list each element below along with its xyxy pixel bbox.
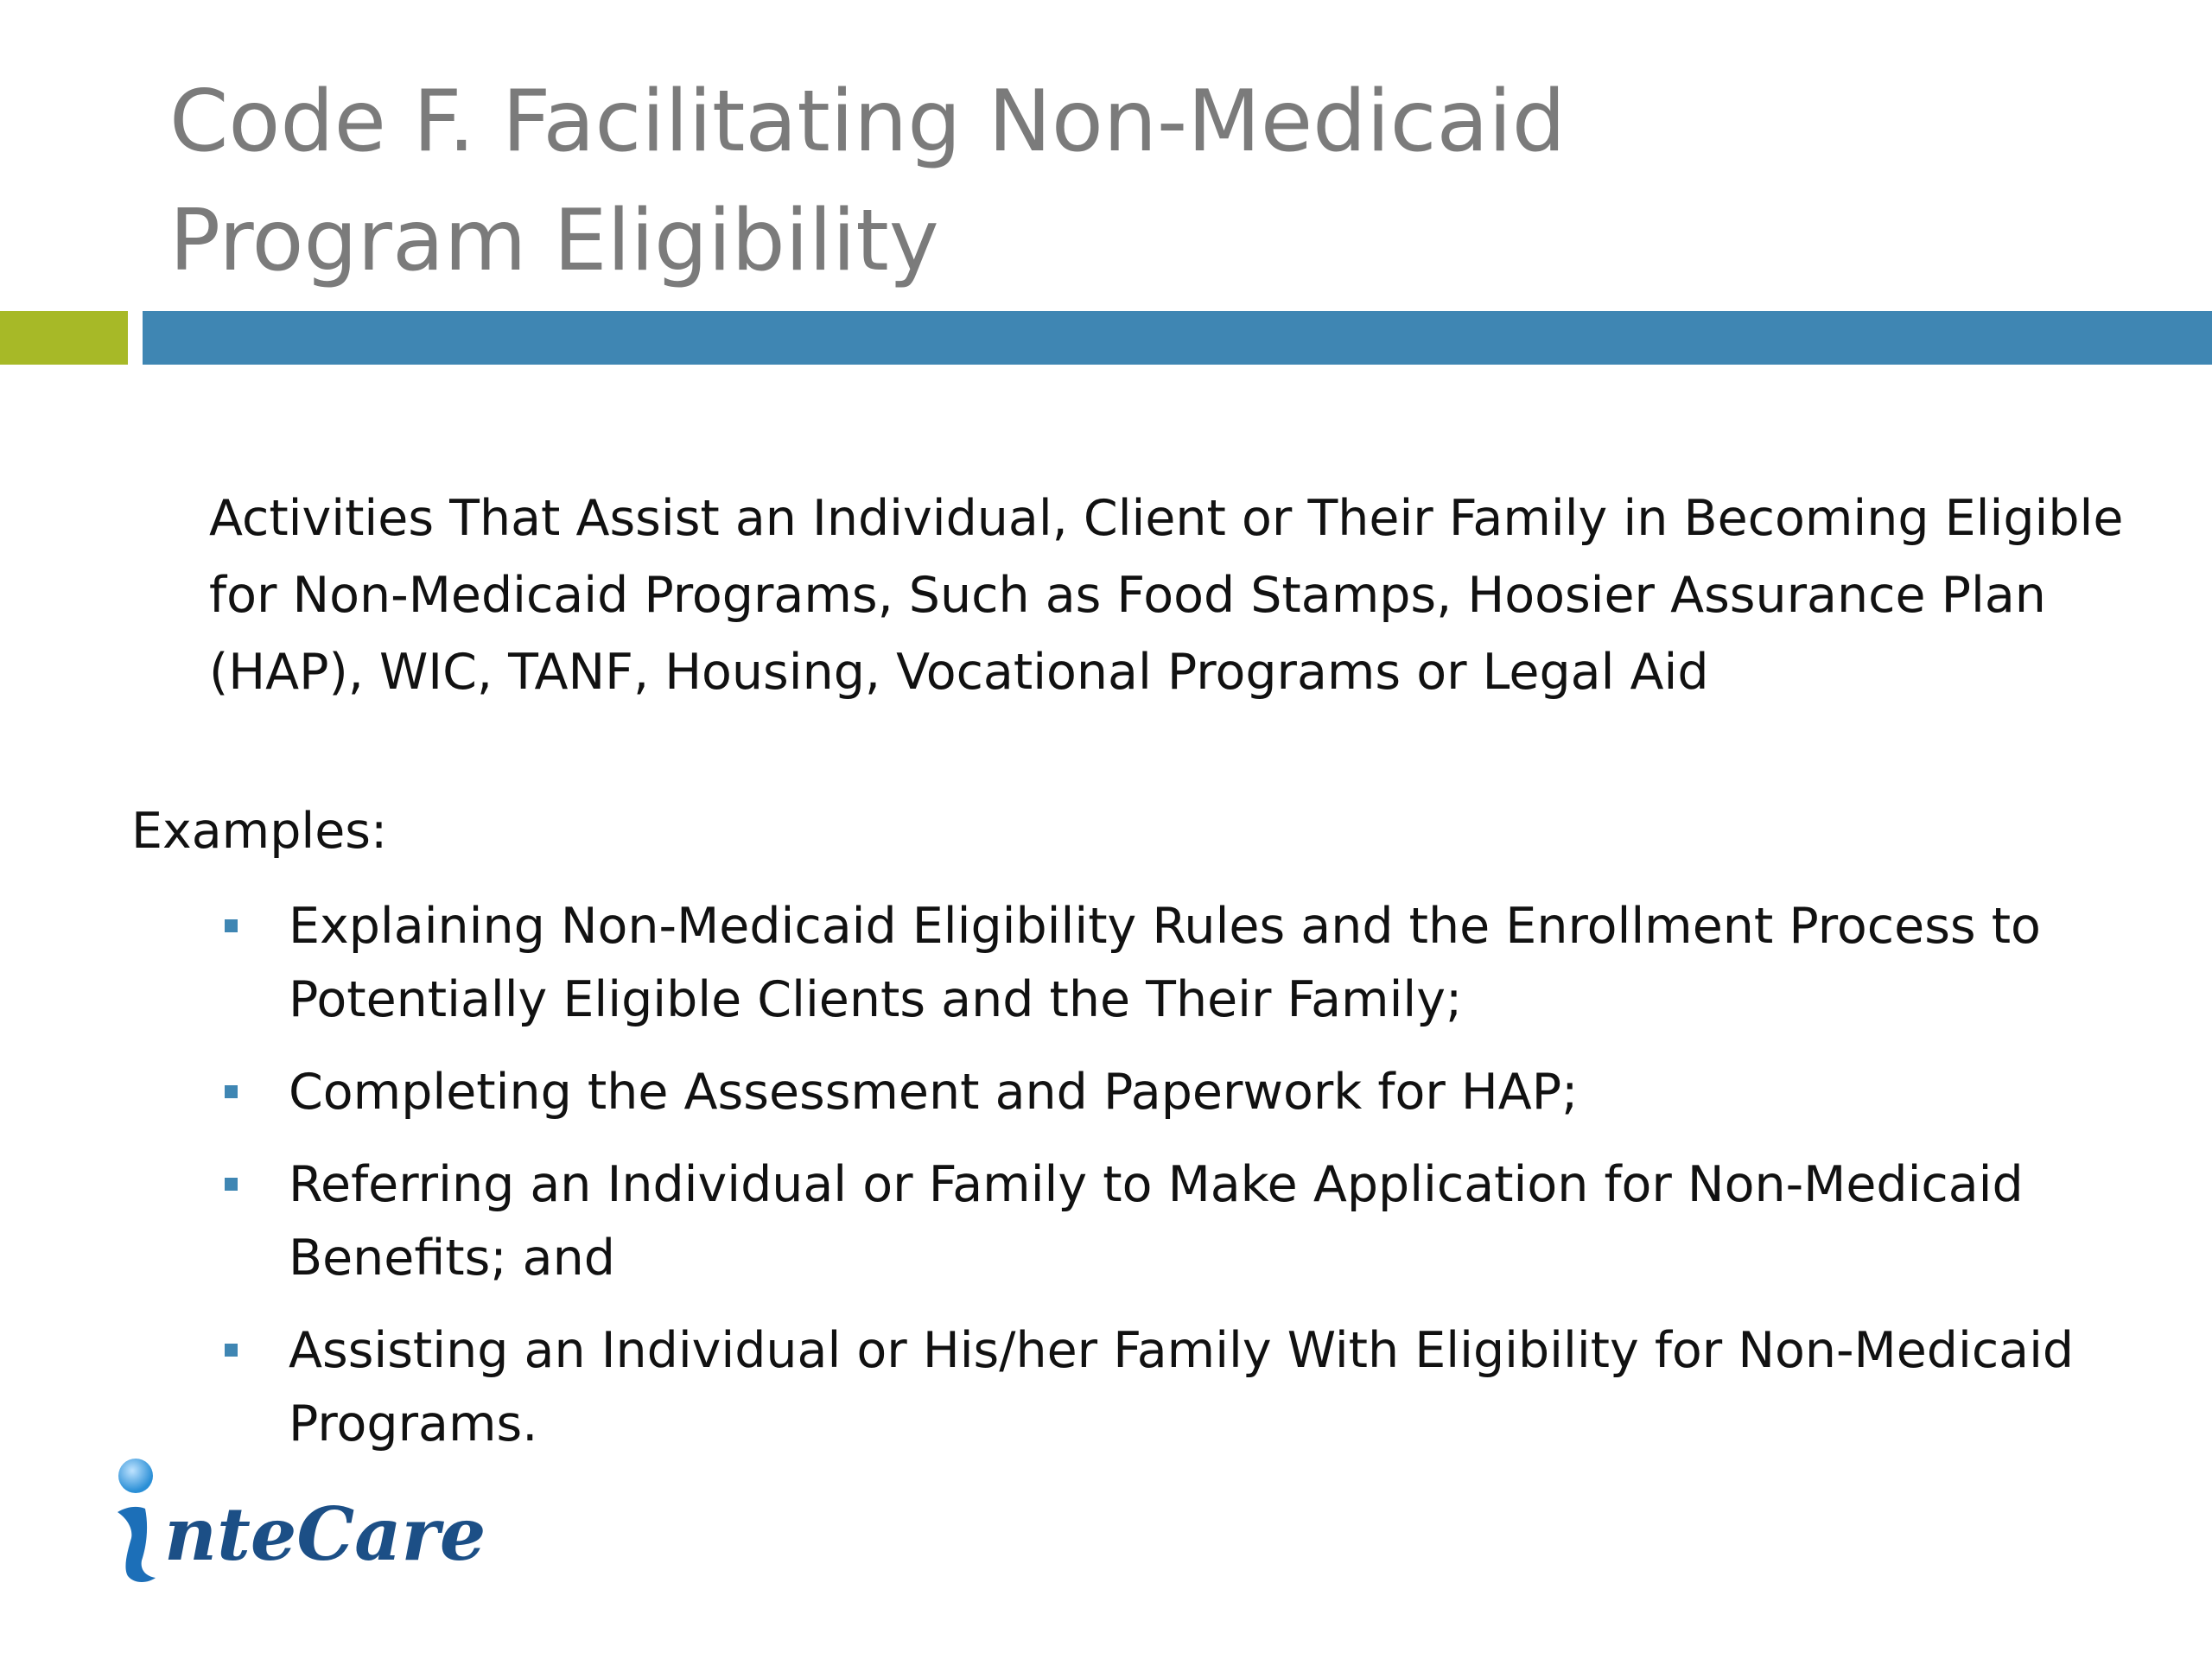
logo-wordmark: nteCare xyxy=(164,1491,486,1577)
list-item xyxy=(223,1148,2141,1295)
square-bullet-icon xyxy=(225,1085,238,1098)
examples-label: Examples: xyxy=(131,803,388,860)
intro-paragraph: Activities That Assist an Individual, Client or Their Family in Becoming Eligible for Non-Medicaid Programs, Such as Food Stamps, Hoosier Assurance Plan (HAP), WIC, TANF, Housing, Vocational Programs or Legal Aid xyxy=(209,490,2124,701)
intecare-logo xyxy=(111,1455,486,1593)
list-item-text: Referring an Individual or Family to Make Application for Non-Medicaid Benefits; and xyxy=(289,1156,2024,1287)
list-item xyxy=(223,1056,2141,1129)
slide-title xyxy=(169,62,2070,301)
square-bullet-icon xyxy=(225,919,238,932)
list-item-text: Explaining Non-Medicaid Eligibility Rules and the Enrollment Process to Potentially Eligible Clients and the Their Family; xyxy=(289,898,2041,1028)
list-item xyxy=(223,1314,2141,1461)
accent-bar-green xyxy=(0,311,128,365)
square-bullet-icon xyxy=(225,1344,238,1357)
list-item xyxy=(223,890,2141,1037)
list-item-text: Completing the Assessment and Paperwork for HAP; xyxy=(289,1064,1579,1121)
list-item-text: Assisting an Individual or His/her Family With Eligibility for Non-Medicaid Programs. xyxy=(289,1322,2075,1452)
slide-title-line-2: Program Eligibility xyxy=(169,192,939,290)
examples-list xyxy=(223,890,2141,1480)
slide-title-line-1: Code F. Facilitating Non-Medicaid xyxy=(169,73,1566,171)
accent-bar-blue xyxy=(143,311,2212,365)
square-bullet-icon xyxy=(225,1178,238,1191)
